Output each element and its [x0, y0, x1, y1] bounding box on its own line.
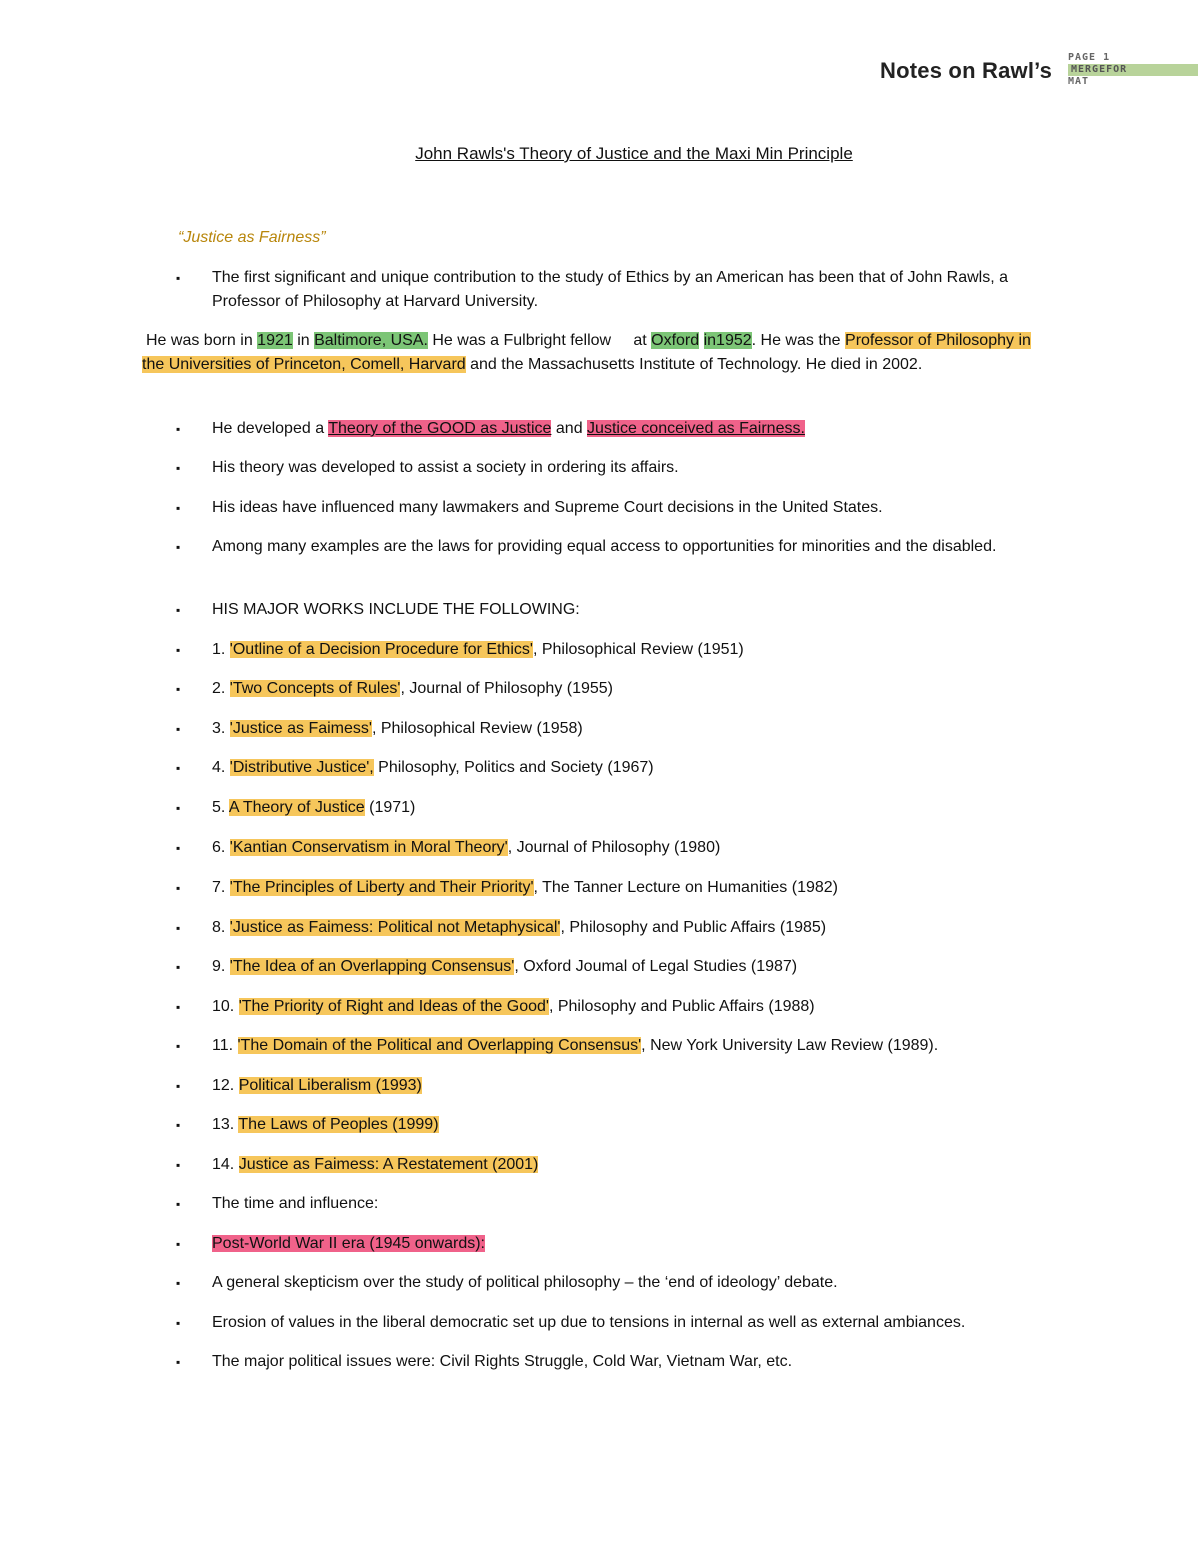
- work-item: ▪ 13. The Laws of Peoples (1999): [176, 1113, 1056, 1137]
- bullet-icon: ▪: [176, 682, 181, 696]
- highlight-fairness: Justice conceived as Fairness.: [587, 420, 805, 437]
- list-item: [176, 496, 1056, 520]
- list-item-text: Among many examples are the laws for providing equal access to opportunities for minorities and the disabled.: [212, 538, 997, 555]
- list-item: [176, 1311, 1056, 1335]
- work-item: ▪ 7. 'The Principles of Liberty and Their Priority', The Tanner Lecture on Humanities (1982): [176, 876, 1056, 900]
- work-title: 'The Idea of an Overlapping Consensus': [229, 958, 515, 975]
- list-item: [176, 417, 1056, 441]
- highlight-place: Baltimore, USA.: [314, 332, 428, 349]
- work-title: 'Outline of a Decision Procedure for Ethics': [229, 641, 533, 658]
- work-item: ▪ 11. 'The Domain of the Political and Overlapping Consensus', New York University Law Review (1989).: [176, 1034, 1056, 1058]
- work-title: Political Liberalism (1993): [238, 1077, 422, 1094]
- bio-paragraph: He was born in 1921 in Baltimore, USA. He was a Fulbright fellow at Oxford in1952. He was the Professor of Philosophy in the Universities of Princeton, Comell, Harvard and the Massachusetts Institute of Technology. He died in 2002.: [142, 332, 1031, 373]
- highlight-professor: Professor of Philosophy in the Universities of Princeton, Comell, Harvard: [142, 332, 1031, 373]
- work-item: ▪ 6. 'Kantian Conservatism in Moral Theory', Journal of Philosophy (1980): [176, 836, 1056, 860]
- document-title: John Rawls's Theory of Justice and the Maxi Min Principle: [415, 144, 853, 163]
- work-item: ▪ 8. 'Justice as Faimess: Political not Metaphysical', Philosophy and Public Affairs (1985): [176, 916, 1056, 940]
- work-item: ▪ 4. 'Distributive Justice', Philosophy, Politics and Society (1967): [176, 756, 1056, 780]
- work-title: A Theory of Justice: [228, 799, 365, 816]
- bullet-icon: ▪: [176, 271, 181, 285]
- header-title: Notes on Rawl’s: [880, 58, 1053, 83]
- bullet-icon: ▪: [176, 921, 181, 935]
- list-item-text: Erosion of values in the liberal democratic set up due to tensions in internal as well as external ambiances.: [212, 1314, 966, 1331]
- bullet-icon: ▪: [176, 1118, 181, 1132]
- list-item-text: The first significant and unique contribution to the study of Ethics by an American has been that of John Rawls, a Professor of Philosophy at Harvard University.: [212, 269, 1009, 310]
- work-item: ▪ 10. 'The Priority of Right and Ideas of the Good', Philosophy and Public Affairs (1988): [176, 995, 1056, 1019]
- list-item-text: He developed a Theory of the GOOD as Justice and Justice conceived as Fairness.: [212, 420, 805, 437]
- highlight-year2: in1952: [703, 332, 752, 349]
- list-item: [176, 456, 1056, 480]
- work-item: ▪ 14. Justice as Faimess: A Restatement (2001): [176, 1153, 1056, 1177]
- work-title: 'The Principles of Liberty and Their Priority': [229, 879, 534, 896]
- work-item: ▪ 9. 'The Idea of an Overlapping Consensus', Oxford Joumal of Legal Studies (1987): [176, 955, 1056, 979]
- list-item: [176, 598, 1056, 622]
- work-title: 'Distributive Justice',: [229, 759, 374, 776]
- bullet-icon: ▪: [176, 603, 181, 617]
- bullet-icon: ▪: [176, 1039, 181, 1053]
- work-title: 'Justice as Faimess': [229, 720, 372, 737]
- list-item-text: The time and influence:: [212, 1195, 379, 1212]
- bullet-icon: ▪: [176, 960, 181, 974]
- work-title: 'Two Concepts of Rules': [229, 680, 401, 697]
- list-item-text: A general skepticism over the study of political philosophy – the ‘end of ideology’ debate.: [212, 1274, 838, 1291]
- list-item: [176, 1271, 1056, 1295]
- bullet-icon: ▪: [176, 881, 181, 895]
- work-title: 'Kantian Conservatism in Moral Theory': [229, 839, 508, 856]
- logo: [1068, 52, 1198, 88]
- work-item: ▪ 5. A Theory of Justice (1971): [176, 796, 1056, 820]
- bullet-icon: ▪: [176, 422, 181, 436]
- list-item: [176, 1232, 1056, 1256]
- list-item: [176, 266, 1056, 314]
- list-item: [176, 1192, 1056, 1216]
- highlight-theory: Theory of the GOOD as Justice: [328, 420, 552, 437]
- highlight-oxford: Oxford: [651, 332, 700, 349]
- bullet-icon: ▪: [176, 722, 181, 736]
- bullet-icon: ▪: [176, 461, 181, 475]
- work-title: 'The Domain of the Political and Overlapping Consensus': [237, 1037, 642, 1054]
- logo-line-2: MERGEFOR: [1068, 64, 1198, 76]
- bullet-icon: ▪: [176, 1316, 181, 1330]
- bullet-icon: ▪: [176, 1079, 181, 1093]
- work-title: 'Justice as Faimess: Political not Metaphysical': [229, 919, 561, 936]
- logo-line-3: MAT: [1068, 76, 1090, 87]
- work-title: 'The Priority of Right and Ideas of the Good': [238, 998, 549, 1015]
- work-title: The Laws of Peoples (1999): [238, 1116, 439, 1133]
- highlight-postwar: Post-World War II era (1945 onwards):: [212, 1235, 485, 1252]
- logo-line-1: PAGE 1: [1068, 52, 1111, 63]
- bullet-icon: ▪: [176, 1355, 181, 1369]
- bullet-icon: ▪: [176, 1000, 181, 1014]
- bullet-icon: ▪: [176, 1276, 181, 1290]
- work-item: ▪ 3. 'Justice as Faimess', Philosophical Review (1958): [176, 717, 1056, 741]
- bullet-icon: ▪: [176, 761, 181, 775]
- bullet-icon: ▪: [176, 1158, 181, 1172]
- highlight-year: 1921: [257, 332, 293, 349]
- list-item-text: His theory was developed to assist a society in ordering its affairs.: [212, 459, 679, 476]
- section-subtitle: “Justice as Fairness”: [178, 229, 326, 246]
- list-item-text: The major political issues were: Civil Rights Struggle, Cold War, Vietnam War, etc.: [212, 1353, 793, 1370]
- bullet-icon: ▪: [176, 643, 181, 657]
- bullet-icon: ▪: [176, 540, 181, 554]
- work-item: ▪ 12. Political Liberalism (1993): [176, 1074, 1056, 1098]
- bullet-icon: ▪: [176, 801, 181, 815]
- list-item: [176, 535, 1056, 559]
- bullet-icon: ▪: [176, 841, 181, 855]
- work-item: ▪ 1. 'Outline of a Decision Procedure for Ethics', Philosophical Review (1951): [176, 638, 1056, 662]
- work-item: ▪ 2. 'Two Concepts of Rules', Journal of Philosophy (1955): [176, 677, 1056, 701]
- bullet-icon: ▪: [176, 1197, 181, 1211]
- list-item: [176, 1350, 1056, 1374]
- list-item-text: His ideas have influenced many lawmakers and Supreme Court decisions in the United States.: [212, 499, 883, 516]
- bullet-icon: ▪: [176, 501, 181, 515]
- bullet-icon: ▪: [176, 1237, 181, 1251]
- list-item-text: HIS MAJOR WORKS INCLUDE THE FOLLOWING:: [212, 601, 580, 618]
- work-title: Justice as Faimess: A Restatement (2001): [238, 1156, 539, 1173]
